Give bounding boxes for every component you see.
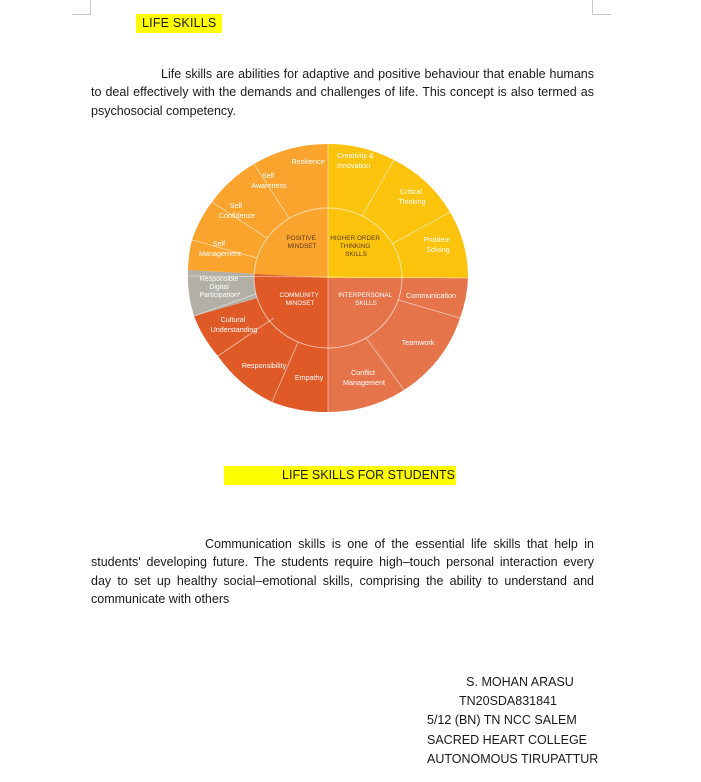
label-digital-participation: Responsible Digital Participation* [199,276,241,299]
author-id: TN20SDA831841 [459,694,557,709]
label-self-confidence: Self Confidence [218,201,256,220]
label-cultural-understanding: Cultural Understanding [210,315,258,334]
label-responsibility: Responsibility [241,361,287,370]
label-empathy: Empathy [294,373,324,382]
label-self-management: Self Management [199,239,241,258]
life-skills-wheel-diagram [182,140,474,416]
signature-block [400,673,600,769]
page-corner-mark-right [592,0,611,15]
label-positive-mindset: POSITIVE MINDSET [286,235,317,250]
page-corner-mark-left [72,0,91,15]
author-college: SACRED HEART COLLEGE [427,732,588,747]
label-higher-order-thinking: HIGHER ORDER THINKING SKILLS [330,235,380,258]
label-self-awareness: Self Awareness [251,171,287,190]
author-name: S. MOHAN ARASU [466,675,574,689]
label-teamwork: Teamwork [401,338,435,347]
intro-paragraph: Life skills are abilities for adaptive and positive behaviour that enable humans to deal effectively with the demands and challenges of life. This concept is also termed as psychosocial competency. [91,66,594,118]
label-problem-solving: Problem Solving [423,235,451,254]
label-community-mindset: COMMUNITY MINDSET [279,292,319,307]
figure-caption: LIFE SKILLS FOR STUDENTS [224,466,456,485]
body-paragraph: Communication skills is one of the essential life skills that help in students' developing future. The students require high–touch personal interaction every day to set up healthy social–emotional skills, comprising the ability to understand and communicate with others [91,536,594,607]
label-conflict-management: Conflict Management [343,368,385,387]
label-critical-thinking: Critical Thinking [398,187,426,206]
document-title: LIFE SKILLS [136,14,222,33]
label-creativity-innovation: Creativity & Innovation [337,151,374,170]
label-communication: Communication [406,291,456,300]
label-resilience: Resilience [291,157,325,166]
author-place: AUTONOMOUS TIRUPATTUR [427,751,599,766]
author-unit: 5/12 (BN) TN NCC SALEM [427,713,577,728]
label-interpersonal-skills: INTERPERSONAL SKILLS [338,292,392,307]
